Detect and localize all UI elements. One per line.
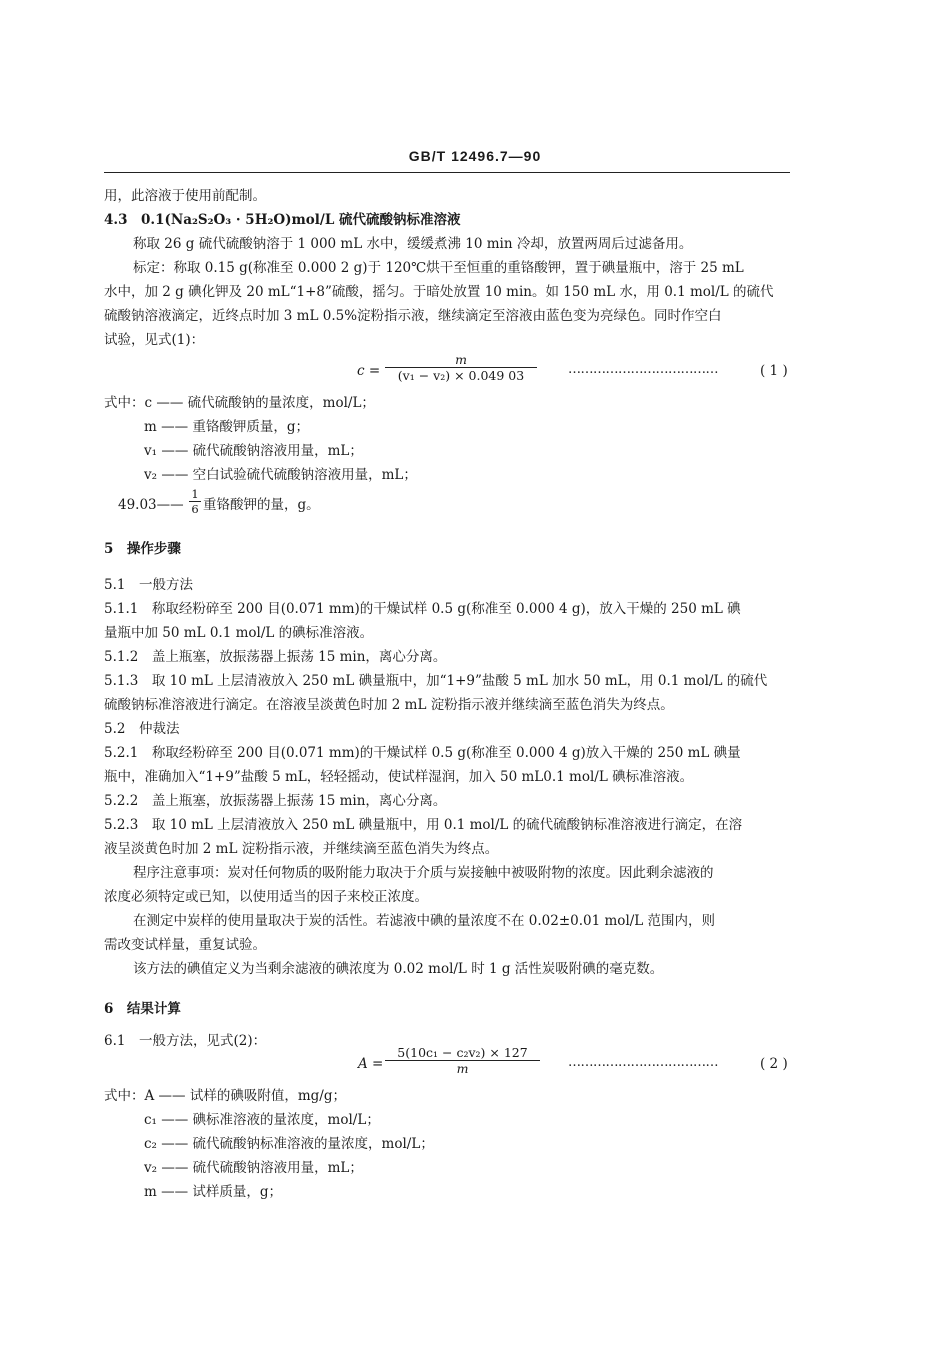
where-line: m —— 重铬酸钾质量，g； — [144, 419, 310, 435]
text-line: 浓度必须特定或已知，以使用适当的因子来校正浓度。 — [104, 889, 428, 905]
text-line: 用，此溶液于使用前配制。 — [104, 188, 266, 204]
where-line: v₂ —— 硫代硫酸钠溶液用量，mL； — [144, 1160, 363, 1176]
text-line: 该方法的碘值定义为当剩余滤液的碘浓度为 0.02 mol/L 时 1 g 活性炭吸附碘的毫克数。 — [133, 961, 664, 977]
text-line: 5.2 仲裁法 — [104, 721, 180, 737]
text-line: 6.1 一般方法，见式(2)： — [104, 1033, 267, 1049]
header-rule — [104, 172, 790, 173]
one-sixth-fraction — [189, 487, 201, 516]
text-line: 液呈淡黄色时加 2 mL 淀粉指示液，并继续滴至蓝色消失为终点。 — [104, 841, 499, 857]
where-line: 式中：c —— 硫代硫酸钠的量浓度，mol/L； — [104, 395, 375, 411]
where-line: c₂ —— 硫代硫酸钠标准溶液的量浓度，mol/L； — [144, 1136, 434, 1152]
where-line: c₁ —— 碘标准溶液的量浓度，mol/L； — [144, 1112, 380, 1128]
text-line: 程序注意事项：炭对任何物质的吸附能力取决于介质与炭接触中被吸附物的浓度。因此剩余滤液的 — [133, 865, 714, 881]
where-line: v₂ —— 空白试验硫代硫酸钠溶液用量，mL； — [144, 467, 417, 483]
text-line: 水中，加 2 g 碘化钾及 20 mL“1+8”硫酸，摇匀。于暗处放置 10 min。如 150 mL 水，用 0.1 mol/L 的硫代 — [104, 284, 774, 300]
text-line: 硫酸钠标准溶液进行滴定。在溶液呈淡黄色时加 2 mL 淀粉指示液并继续滴至蓝色消失为终点。 — [104, 697, 674, 713]
where-line-prefix: 49.03—— — [118, 497, 184, 513]
where-line: v₁ —— 硫代硫酸钠溶液用量，mL； — [144, 443, 363, 459]
text-line: 标定：称取 0.15 g(称准至 0.000 2 g)于 120℃烘干至恒重的重铬酸钾，置于碘量瓶中，溶于 25 mL — [133, 260, 744, 276]
text-line: 试验，见式(1)： — [104, 332, 205, 348]
section-6-title: 6 结果计算 — [104, 1001, 181, 1017]
formula-1-lhs: c = — [357, 363, 381, 379]
formula-1-numerator: m — [455, 352, 467, 367]
formula-2-numerator: 5(10c₁ − c₂v₂) × 127 — [397, 1045, 528, 1060]
formula-2-fraction — [385, 1045, 540, 1077]
text-line: 5.2.1 称取经粉碎至 200 目(0.071 mm)的干燥试样 0.5 g(称准至 0.000 4 g)放入干燥的 250 mL 碘量 — [104, 745, 741, 761]
formula-1-number: ( 1 ) — [760, 363, 788, 379]
text-line: 5.1.2 盖上瓶塞，放振荡器上振荡 15 min，离心分离。 — [104, 649, 447, 665]
text-line: 量瓶中加 50 mL 0.1 mol/L 的碘标准溶液。 — [104, 625, 374, 641]
where-line-suffix: 重铬酸钾的量，g。 — [203, 497, 320, 513]
text-line: 称取 26 g 硫代硫酸钠溶于 1 000 mL 水中，缓缓煮沸 10 min 冷却，放置两周后过滤备用。 — [133, 236, 693, 252]
where-line: m —— 试样质量，g； — [144, 1184, 283, 1200]
text-line: 硫酸钠溶液滴定，近终点时加 3 mL 0.5%淀粉指示液，继续滴定至溶液由蓝色变为亮绿色。同时作空白 — [104, 308, 722, 324]
text-line: 5.1.3 取 10 mL 上层清液放入 250 mL 碘量瓶中，加“1+9”盐酸 5 mL 加水 50 mL，用 0.1 mol/L 的硫代 — [104, 673, 768, 689]
where-line: 式中：A —— 试样的碘吸附值，mg/g； — [104, 1088, 346, 1104]
formula-1-fraction — [385, 352, 537, 384]
text-line: 5.1 一般方法 — [104, 577, 193, 593]
text-line: 瓶中，准确加入“1+9”盐酸 5 mL，轻轻摇动，使试样湿润，加入 50 mL0.1 mol/L 碘标准溶液。 — [104, 769, 694, 785]
formula-2-lhs: A = — [358, 1056, 384, 1072]
text-line: 5.1.1 称取经粉碎至 200 目(0.071 mm)的干燥试样 0.5 g(称准至 0.000 4 g)，放入干燥的 250 mL 碘 — [104, 601, 741, 617]
text-line: 5.2.2 盖上瓶塞，放振荡器上振荡 15 min，离心分离。 — [104, 793, 447, 809]
formula-2-denominator: m — [385, 1060, 540, 1077]
text-line: 需改变试样量，重复试验。 — [104, 937, 266, 953]
fraction-numerator: 1 — [191, 487, 199, 501]
text-line: 5.2.3 取 10 mL 上层清液放入 250 mL 碘量瓶中，用 0.1 mol/L 的硫代硫酸钠标准溶液进行滴定，在溶 — [104, 817, 743, 833]
fraction-denominator: 6 — [189, 501, 201, 516]
section-5-title: 5 操作步骤 — [104, 541, 181, 557]
subsection-4-3-title: 4.3 0.1(Na₂S₂O₃ · 5H₂O)mol/L 硫代硫酸钠标准溶液 — [104, 212, 461, 228]
formula-2-number: ( 2 ) — [760, 1056, 788, 1072]
standard-header: GB/T 12496.7—90 — [408, 148, 542, 164]
formula-1-leader: ……………………………… — [568, 362, 718, 377]
text-line: 在测定中炭样的使用量取决于炭的活性。若滤液中碘的量浓度不在 0.02±0.01 mol/L 范围内，则 — [133, 913, 716, 929]
formula-1-denominator: (v₁ − v₂) × 0.049 03 — [385, 367, 537, 384]
formula-2-leader: ……………………………… — [568, 1055, 718, 1070]
